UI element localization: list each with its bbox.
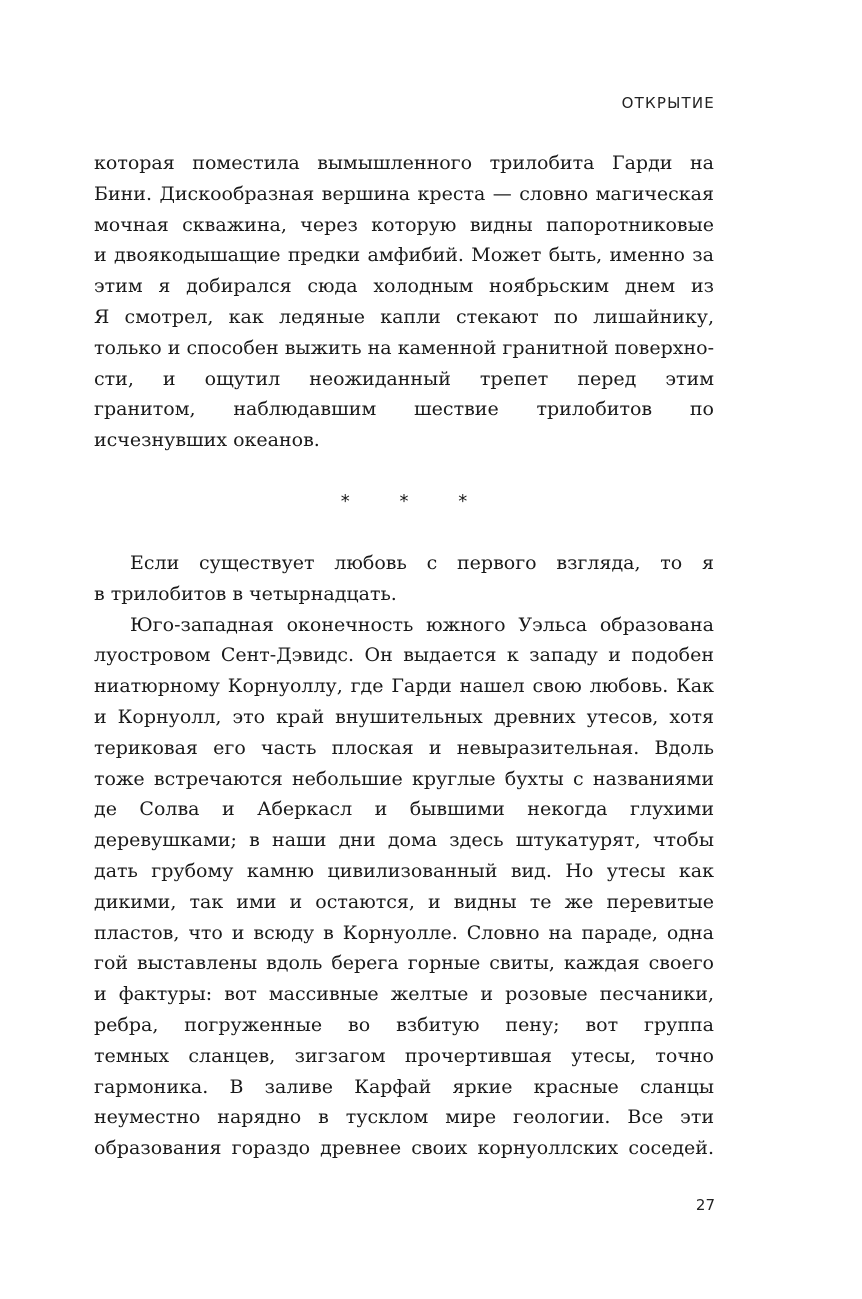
text-line: исчезнувших океанов. xyxy=(94,429,320,452)
text-line: в трилобитов в четырнадцать. xyxy=(94,582,397,605)
text-line: неуместно нарядно в тусклом мире геологии. Все эти xyxy=(94,1106,714,1129)
text-line: де Солва и Аберкасл и бывшими некогда глухими xyxy=(94,798,714,821)
paragraph xyxy=(94,610,714,1164)
text-line: ребра, погруженные во взбитую пену; вот группа xyxy=(94,1013,714,1036)
text-line: Бини. Дискообразная вершина креста — словно магическая xyxy=(94,182,714,205)
text-line: Юго-западная оконечность южного Уэльса образована xyxy=(130,613,714,636)
text-line: гранитом, наблюдавшим шествие трилобитов по xyxy=(94,398,714,421)
text-line: пластов, что и всюду в Корнуолле. Словно на параде, одна xyxy=(94,921,714,944)
page-number: 27 xyxy=(695,1196,715,1214)
text-line: гой выставлены вдоль берега горные свиты, каждая своего xyxy=(94,952,714,975)
text-line: Я смотрел, как ледяные капли стекают по лишайнику, xyxy=(94,305,714,328)
body-text xyxy=(94,148,714,1164)
text-line: только и способен выжить на каменной гранитной поверхно- xyxy=(94,336,714,359)
text-line: мочная скважина, через которую видны папоротниковые xyxy=(94,213,714,236)
text-line: образования гораздо древнее своих корнуоллских соседей. xyxy=(94,1137,714,1160)
text-line: и двоякодышащие предки амфибий. Может быть, именно за xyxy=(94,244,714,267)
text-line: и фактуры: вот массивные желтые и розовые песчаники, xyxy=(94,983,714,1006)
text-line: тоже встречаются небольшие круглые бухты с названиями xyxy=(94,767,714,790)
text-line: гармоника. В заливе Карфай яркие красные сланцы xyxy=(94,1075,714,1098)
running-head: ОТКРЫТИЕ xyxy=(621,94,715,112)
text-line: ниатюрному Корнуоллу, где Гарди нашел свою любовь. Как xyxy=(94,675,714,698)
text-line: Если существует любовь с первого взгляда, то я xyxy=(130,551,714,574)
section-break: * * * xyxy=(340,490,490,512)
text-line: темных сланцев, зигзагом прочертившая утесы, точно xyxy=(94,1044,714,1067)
text-line: луостровом Сент-Дэвидс. Он выдается к западу и подобен xyxy=(94,644,714,667)
paragraph xyxy=(94,548,714,610)
text-line: дать грубому камню цивилизованный вид. Но утесы как xyxy=(94,859,714,882)
text-line: деревушками; в наши дни дома здесь штукатурят, чтобы xyxy=(94,829,714,852)
text-line: териковая его часть плоская и невыразительная. Вдоль xyxy=(94,736,714,759)
text-line: дикими, так ими и остаются, и видны те же перевитые xyxy=(94,890,714,913)
text-line: сти, и ощутил неожиданный трепет перед этим xyxy=(94,367,714,390)
text-line: этим я добирался сюда холодным ноябрьским днем из xyxy=(94,275,714,298)
paragraph xyxy=(94,148,714,456)
text-line: и Корнуолл, это край внушительных древних утесов, хотя xyxy=(94,705,714,728)
text-line: которая поместила вымышленного трилобита Гарди на xyxy=(94,152,714,174)
